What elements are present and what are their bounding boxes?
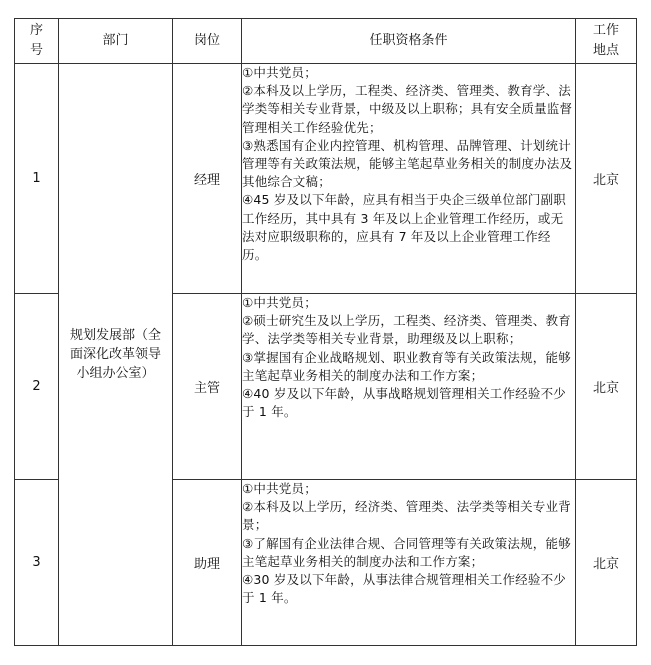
- requirement-item: ②本科及以上学历，经济类、管理类、法学类等相关专业背景；: [242, 499, 571, 533]
- header-post: 岗位: [173, 19, 242, 64]
- requirement-item: ②硕士研究生及以上学历，工程类、经济类、管理类、教育学、法学类等相关专业背景，助理级及以上职称；: [242, 313, 571, 347]
- row-location: 北京: [576, 294, 637, 480]
- requirement-item: ③熟悉国有企业内控管理、机构管理、品牌管理、计划统计管理等有关政策法规，能够主笔起草业务相关的制度办法及其他综合文稿；: [242, 137, 573, 190]
- row-location: 北京: [576, 64, 637, 294]
- requirement-item: ②本科及以上学历，工程类、经济类、管理类、教育学、法学类等相关专业背景，中级及以上职称；具有安全质量监督管理相关工作经验优先；: [242, 83, 573, 135]
- department-cell: [59, 64, 173, 646]
- requirement-item: ④45 岁及以下年龄，应具有相当于央企三级单位部门副职工作经历，其中具有 3 年及以上企业管理工作经历，或无法对应职级职称的，应具有 7 年及以上企业管理工作经历。: [242, 192, 566, 263]
- requirement-item: ①中共党员；: [242, 481, 317, 496]
- job-requirements-table: [14, 18, 637, 646]
- table-header-row: [15, 19, 637, 64]
- row-requirements: [242, 480, 576, 646]
- table-row: [15, 64, 637, 294]
- header-location: 工作地点: [576, 19, 637, 64]
- row-location: 北京: [576, 480, 637, 646]
- requirement-item: ①中共党员；: [242, 65, 317, 80]
- requirement-item: ④40 岁及以下年龄，从事战略规划管理相关工作经验不少于 1 年。: [242, 386, 566, 420]
- row-post: 主管: [173, 294, 242, 480]
- row-post: 经理: [173, 64, 242, 294]
- requirement-item: ④30 岁及以下年龄，从事法律合规管理相关工作经验不少于 1 年。: [242, 572, 566, 606]
- department-name: 规划发展部（全面深化改革领导小组办公室）: [69, 328, 161, 381]
- requirement-item: ③了解国有企业法律合规、合同管理等有关政策法规，能够主笔起草业务相关的制度办法和工作方案；: [242, 535, 571, 569]
- row-requirements: [242, 64, 576, 294]
- row-requirements: [242, 294, 576, 480]
- requirement-item: ③掌握国有企业战略规划、职业教育等有关政策法规，能够主笔起草业务相关的制度办法和工作方案；: [242, 349, 571, 383]
- row-seq: 1: [15, 64, 59, 294]
- requirement-item: ①中共党员；: [242, 295, 317, 310]
- header-seq: 序号: [15, 19, 59, 64]
- row-seq: 2: [15, 294, 59, 480]
- header-dept: 部门: [59, 19, 173, 64]
- row-post: 助理: [173, 480, 242, 646]
- row-seq: 3: [15, 480, 59, 646]
- header-requirements: 任职资格条件: [242, 19, 576, 64]
